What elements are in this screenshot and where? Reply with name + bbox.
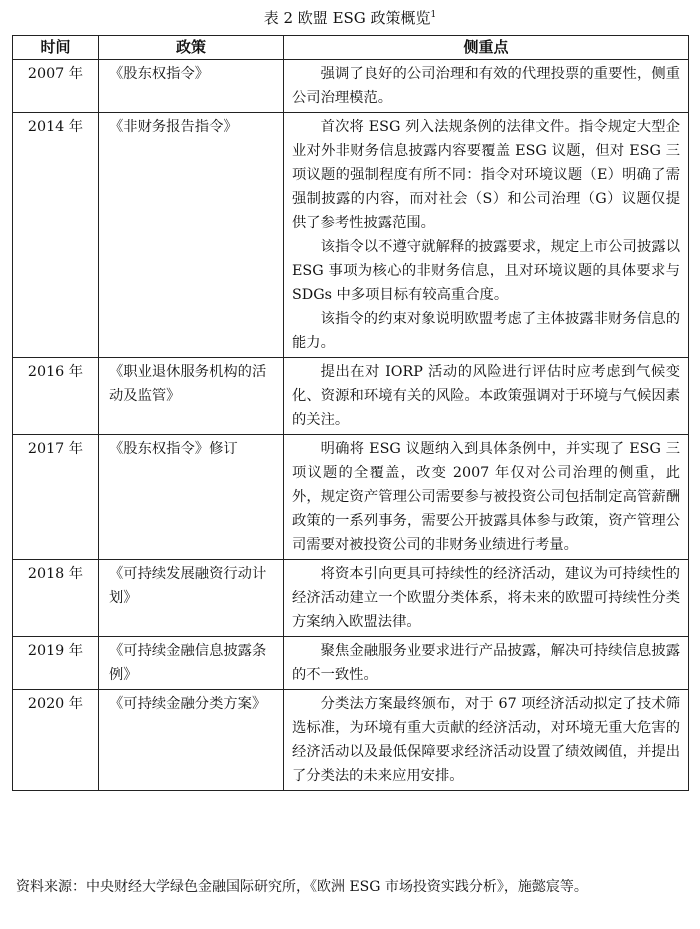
row-focus: [284, 113, 689, 358]
table-header-row: [13, 36, 689, 60]
row-policy: 《职业退休服务机构的活动及监管》: [99, 358, 284, 435]
table-row-2018: [13, 560, 689, 637]
focus-paragraph: 该指令的约束对象说明欧盟考虑了主体披露非财务信息的能力。: [292, 311, 680, 351]
header-focus: 侧重点: [284, 36, 689, 60]
esg-policy-table: [12, 35, 689, 791]
row-year: 2007 年: [13, 60, 99, 113]
table-title: [0, 0, 700, 30]
table-title-text: 表 2 欧盟 ESG 政策概览: [263, 9, 431, 27]
row-policy: 《可持续金融分类方案》: [99, 690, 284, 791]
row-year: 2018 年: [13, 560, 99, 637]
row-policy: 《可持续发展融资行动计划》: [99, 560, 284, 637]
focus-paragraph: 聚焦金融服务业要求进行产品披露，解决可持续信息披露的不一致性。: [292, 643, 680, 683]
row-year: 2016 年: [13, 358, 99, 435]
row-focus: [284, 560, 689, 637]
header-policy: 政策: [99, 36, 284, 60]
focus-paragraph: 分类法方案最终颁布，对于 67 项经济活动拟定了技术筛选标准，为环境有重大贡献的经济活动，对环境无重大危害的经济活动以及最低保障要求经济活动设置了绩效阈值，并提出了分类法的未来应用安排。: [292, 696, 680, 784]
table-row-2019: [13, 637, 689, 690]
row-year: 2014 年: [13, 113, 99, 358]
row-year: 2019 年: [13, 637, 99, 690]
table-row-2020: [13, 690, 689, 791]
table-row-2014: [13, 113, 689, 358]
focus-paragraph: 首次将 ESG 列入法规条例的法律文件。指令规定大型企业对外非财务信息披露内容要覆盖 ESG 议题，但对 ESG 三项议题的强制程度有所不同：指令对环境议题（E）明确了需强制披露的内容，而对社会（S）和公司治理（G）议题仅提供了参考性披露范围。: [292, 119, 680, 231]
row-year: 2017 年: [13, 435, 99, 560]
focus-paragraph: 提出在对 IORP 活动的风险进行评估时应考虑到气候变化、资源和环境有关的风险。本政策强调对于环境与气候因素的关注。: [292, 364, 680, 428]
table-row-2017: [13, 435, 689, 560]
focus-paragraph: 强调了良好的公司治理和有效的代理投票的重要性，侧重公司治理模范。: [292, 66, 680, 106]
row-focus: [284, 60, 689, 113]
focus-paragraph: 该指令以不遵守就解释的披露要求，规定上市公司披露以 ESG 事项为核心的非财务信息，且对环境议题的具体要求与 SDGs 中多项目标有较高重合度。: [292, 239, 680, 303]
table-row-2007: [13, 60, 689, 113]
focus-paragraph: 明确将 ESG 议题纳入到具体条例中，并实现了 ESG 三项议题的全覆盖，改变 2007 年仅对公司治理的侧重，此外，规定资产管理公司需要参与被投资公司包括制定高管薪酬政策的一系列事务，需要公开披露具体参与政策，资产管理公司需要对被投资公司的非财务业绩进行考量。: [292, 441, 680, 553]
row-policy: 《股东权指令》修订: [99, 435, 284, 560]
row-focus: [284, 435, 689, 560]
row-focus: [284, 358, 689, 435]
row-year: 2020 年: [13, 690, 99, 791]
source-note: 资料来源：中央财经大学绿色金融国际研究所，《欧洲 ESG 市场投资实践分析》，施懿宸等。: [16, 879, 588, 895]
footnote-mark: 1: [430, 10, 437, 20]
row-focus: [284, 637, 689, 690]
row-focus: [284, 690, 689, 791]
row-policy: 《股东权指令》: [99, 60, 284, 113]
focus-paragraph: 将资本引向更具可持续性的经济活动，建议为可持续性的经济活动建立一个欧盟分类体系，将未来的欧盟可持续性分类方案纳入欧盟法律。: [292, 566, 680, 630]
row-policy: 《可持续金融信息披露条例》: [99, 637, 284, 690]
header-time: 时间: [13, 36, 99, 60]
table-row-2016: [13, 358, 689, 435]
row-policy: 《非财务报告指令》: [99, 113, 284, 358]
